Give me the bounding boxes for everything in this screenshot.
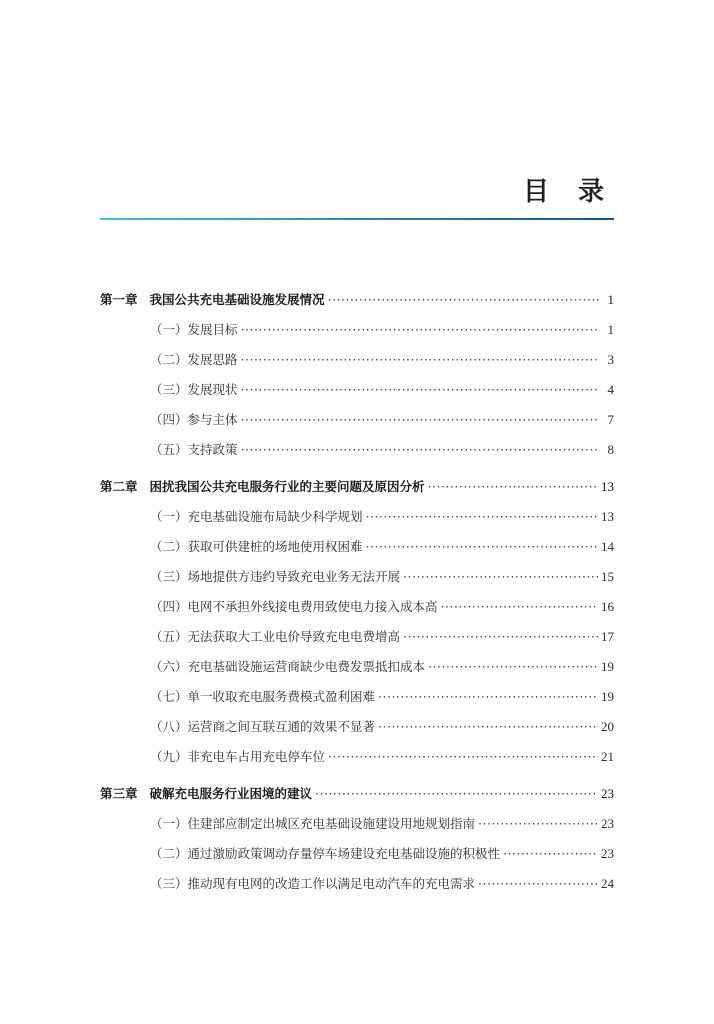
page-number: 19 <box>601 659 614 674</box>
dot-leader <box>478 869 598 899</box>
chapter-title: 我国公共充电基础设施发展情况 <box>149 292 325 307</box>
section-number: （五） <box>150 629 188 644</box>
toc-section[interactable] <box>100 375 614 405</box>
page-number: 1 <box>607 322 614 337</box>
section-number: （七） <box>150 689 188 704</box>
toc-section[interactable] <box>100 712 614 742</box>
toc-section[interactable] <box>100 532 614 562</box>
section-number: （三） <box>150 876 188 891</box>
section-title: 住建部应制定出城区充电基础设施建设用地规划指南 <box>187 816 476 831</box>
page-number: 13 <box>601 509 614 524</box>
page-number: 14 <box>601 539 614 554</box>
page-number: 21 <box>601 749 614 764</box>
toc-section[interactable] <box>100 592 614 622</box>
page-number: 15 <box>601 569 614 584</box>
section-title: 单一收取充电服务费模式盈利困难 <box>187 689 376 704</box>
page-number: 1 <box>607 292 614 307</box>
section-number: （四） <box>150 599 188 614</box>
toc-section[interactable] <box>100 809 614 839</box>
section-number: （二） <box>150 846 188 861</box>
dot-leader <box>403 562 598 592</box>
page-number: 24 <box>601 876 614 891</box>
chapter-label: 第三章 <box>100 786 138 801</box>
page-number: 19 <box>601 689 614 704</box>
toc-section[interactable] <box>100 315 614 345</box>
section-title: 电网不承担外线接电费用致使电力接入成本高 <box>187 599 438 614</box>
section-title: 运营商之间互联互通的效果不显著 <box>187 719 376 734</box>
dot-leader <box>403 622 598 652</box>
section-title: 发展目标 <box>187 322 238 337</box>
section-title: 发展思路 <box>187 352 238 367</box>
dot-leader <box>428 472 598 502</box>
toc-section[interactable] <box>100 622 614 652</box>
section-title: 推动现有电网的改造工作以满足电动汽车的充电需求 <box>187 876 476 891</box>
toc-section[interactable] <box>100 742 614 772</box>
table-of-contents <box>100 285 614 899</box>
section-number: （一） <box>150 509 188 524</box>
section-title: 通过激励政策调动存量停车场建设充电基础设施的积极性 <box>187 846 501 861</box>
section-number: （八） <box>150 719 188 734</box>
toc-section[interactable] <box>100 435 614 465</box>
dot-leader <box>328 285 599 315</box>
page-number: 4 <box>607 382 614 397</box>
section-title: 非充电车占用充电停车位 <box>187 749 326 764</box>
chapter-title: 破解充电服务行业困境的建议 <box>149 786 313 801</box>
section-number: （三） <box>150 569 188 584</box>
toc-section[interactable] <box>100 652 614 682</box>
page-title: 目 录 <box>522 177 614 207</box>
section-title: 获取可供建桩的场地使用权困难 <box>187 539 363 554</box>
dot-leader <box>241 375 599 405</box>
dot-leader <box>328 742 598 772</box>
dot-leader <box>378 712 598 742</box>
section-number: （六） <box>150 659 188 674</box>
section-number: （一） <box>150 322 188 337</box>
toc-section[interactable] <box>100 405 614 435</box>
dot-leader <box>366 532 598 562</box>
dot-leader <box>315 779 598 809</box>
chapter-label: 第一章 <box>100 292 138 307</box>
section-number: （四） <box>150 412 188 427</box>
toc-section[interactable] <box>100 839 614 869</box>
dot-leader <box>241 345 599 375</box>
page-number: 23 <box>601 846 614 861</box>
toc-section[interactable] <box>100 869 614 899</box>
toc-section[interactable] <box>100 502 614 532</box>
dot-leader <box>503 839 598 869</box>
page-number: 20 <box>601 719 614 734</box>
section-number: （二） <box>150 539 188 554</box>
dot-leader <box>366 502 598 532</box>
page-number: 23 <box>601 816 614 831</box>
toc-section[interactable] <box>100 682 614 712</box>
dot-leader <box>241 435 599 465</box>
section-title: 充电基础设施运营商缺少电费发票抵扣成本 <box>187 659 426 674</box>
chapter-label: 第二章 <box>100 479 138 494</box>
page-number: 17 <box>601 629 614 644</box>
toc-chapter-1[interactable] <box>100 285 614 315</box>
section-title: 充电基础设施布局缺少科学规划 <box>187 509 363 524</box>
dot-leader <box>241 405 599 435</box>
page-number: 23 <box>601 786 614 801</box>
page-number: 8 <box>607 442 614 457</box>
section-title: 场地提供方违约导致充电业务无法开展 <box>187 569 401 584</box>
dot-leader <box>428 652 598 682</box>
toc-chapter-3[interactable] <box>100 779 614 809</box>
title-divider <box>100 218 614 220</box>
section-title: 发展现状 <box>187 382 238 397</box>
section-title: 参与主体 <box>187 412 238 427</box>
toc-chapter-2[interactable] <box>100 472 614 502</box>
section-number: （一） <box>150 816 188 831</box>
toc-section[interactable] <box>100 345 614 375</box>
section-title: 无法获取大工业电价导致充电电费增高 <box>187 629 401 644</box>
page-number: 7 <box>607 412 614 427</box>
page-number: 3 <box>607 352 614 367</box>
section-number: （二） <box>150 352 188 367</box>
toc-section[interactable] <box>100 562 614 592</box>
page-number: 13 <box>601 479 614 494</box>
dot-leader <box>241 315 599 345</box>
page-number: 16 <box>601 599 614 614</box>
section-number: （三） <box>150 382 188 397</box>
section-number: （五） <box>150 442 188 457</box>
dot-leader <box>478 809 598 839</box>
section-number: （九） <box>150 749 188 764</box>
chapter-title: 困扰我国公共充电服务行业的主要问题及原因分析 <box>149 479 425 494</box>
dot-leader <box>441 592 598 622</box>
dot-leader <box>378 682 598 712</box>
section-title: 支持政策 <box>187 442 238 457</box>
